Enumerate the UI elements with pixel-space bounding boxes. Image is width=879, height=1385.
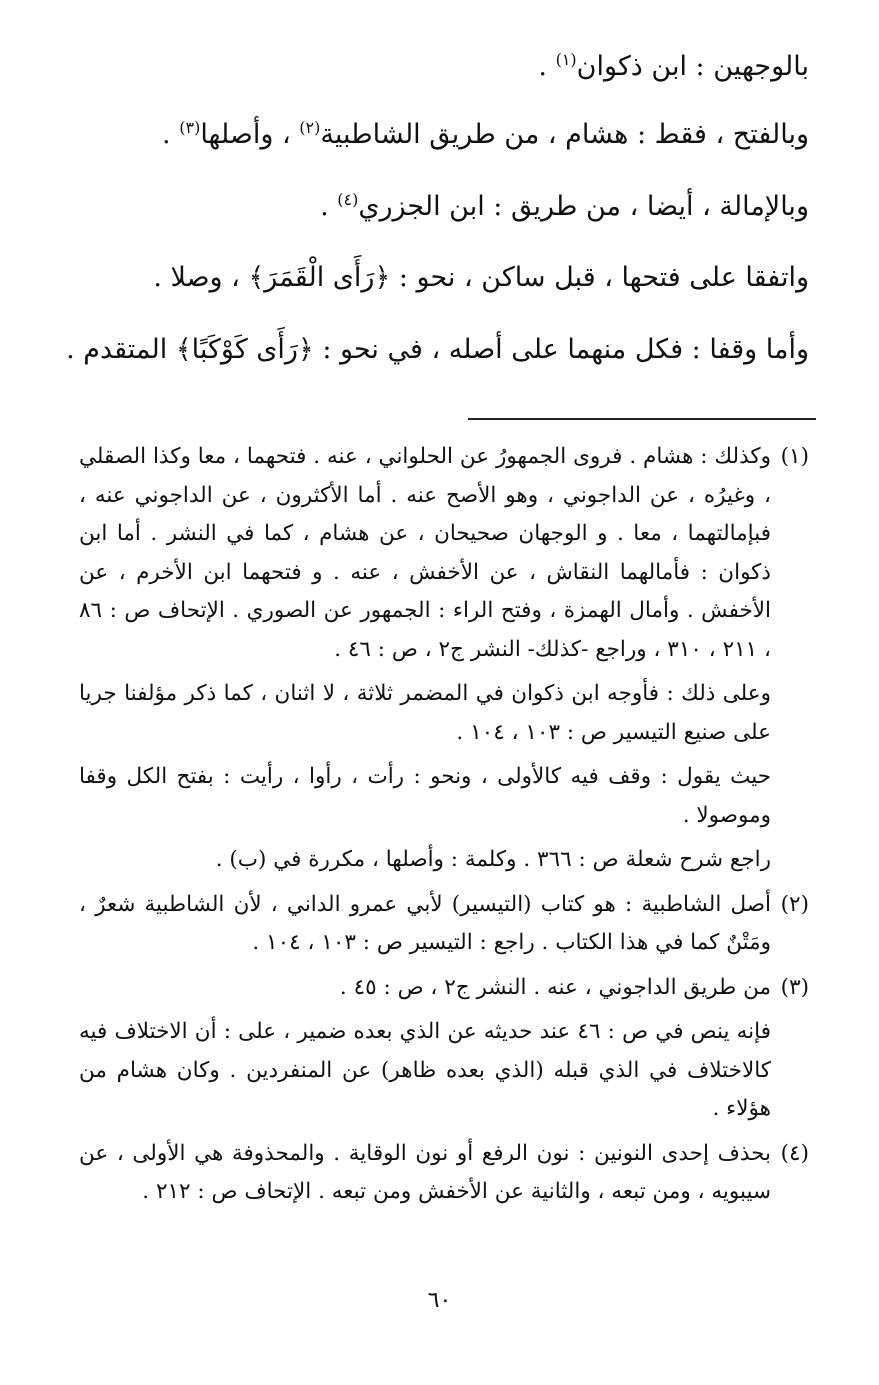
footnote-1-continuation: [79, 841, 809, 880]
footnote-divider: [468, 418, 816, 420]
footnote-text: وكذلك : هشام . فروى الجمهورُ عن الحلواني ، عنه . فتحهما ، معا وكذا الصقلي ، وغيرُه ، عن الداجوني ، وهو الأصح عنه . أما الأكثرون ، عن الداجوني عنه ، فبإمالتهما ، معا . و الوجهان صحيحان ، عن هشام ، كما في النشر . أما ابن ذكوان : فأمالهما النقاش ، عن الأخفش ، عنه . و فتحهما ابن الأخرم ، عن الأخفش . وأمال الهمزة ، وفتح الراء : الجمهور عن الصوري . الإتحاف ص : ٨٦ ، ٢١١ ، ٣١٠ ، وراجع -كذلك- النشر ج٢ ، ص : ٤٦ .: [79, 444, 771, 662]
footnote-ref: (٤): [337, 190, 359, 209]
line-tail: ، وأصلها: [200, 119, 300, 150]
main-text-line: [66, 334, 809, 366]
footnote-text: راجع شرح شعلة ص : ٣٦٦ . وكلمة : وأصلها ، مكررة في (ب) .: [215, 847, 771, 872]
footnote-text: أصل الشاطبية : هو كتاب (التيسير) لأبي عمرو الداني ، لأن الشاطبية شعرٌ ، ومَتْنٌ كما في هذا الكتاب . راجع : التيسير ص : ١٠٣ ، ١٠٤ .: [79, 891, 771, 955]
footnote-text: من طريق الداجوني ، عنه . النشر ج٢ ، ص : ٤٥ .: [339, 974, 771, 1000]
line-tail: .: [320, 191, 338, 222]
line-tail: .: [538, 51, 556, 82]
footnote-4: [79, 1135, 809, 1212]
footnote-number: (٤): [780, 1140, 809, 1166]
footnote-number: (٢): [780, 891, 809, 917]
line-tail: .: [162, 119, 180, 150]
footnote-1-continuation: [79, 758, 809, 835]
footnote-1-continuation: [79, 675, 809, 752]
line-text: وأما وقفا : فكل منهما على أصله ، في نحو : ﴿رَأَى كَوْكَبًا﴾ المتقدم .: [66, 334, 809, 365]
footnote-3-continuation: [79, 1013, 809, 1129]
footnote-ref: (٢): [299, 118, 321, 137]
line-text: وبالفتح ، فقط : هشام ، من طريق الشاطبية: [320, 119, 809, 150]
footnote-ref: (١): [555, 50, 577, 69]
footnote-2: [79, 886, 809, 963]
footnote-number: (١): [780, 444, 809, 469]
footnotes-section: [79, 438, 809, 1218]
page-number: ٦٠: [427, 1288, 452, 1313]
main-text-line: [69, 50, 809, 83]
footnote-text: وعلى ذلك : فأوجه ابن ذكوان في المضمر ثلاثة ، لا اثنان ، كما ذكر مؤلفنا جريا على صنيع التيسير ص : ١٠٣ ، ١٠٤ .: [79, 681, 771, 745]
footnote-ref: (٣): [179, 118, 201, 137]
line-text: وبالإمالة ، أيضا ، من طريق : ابن الجزري: [358, 191, 809, 222]
line-text: واتفقا على فتحها ، قبل ساكن ، نحو : ﴿رَأَى الْقَمَرَ﴾ ، وصلا .: [153, 262, 809, 293]
footnote-text: فإنه ينص في ص : ٤٦ عند حديثه عن الذي بعده ضمير ، على : أن الاختلاف فيه كالاختلاف في الذي قبله (الذي بعده ظاهر) عن المنفردين . وكان هشام من هؤلاء .: [79, 1019, 771, 1121]
main-text-line: [69, 262, 809, 294]
footnote-text: بحذف إحدى النونين : نون الرفع أو نون الوقاية . والمحذوفة هي الأولى ، عن سيبويه ، ومن تبعه ، والثانية عن الأخفش ومن تبعه . الإتحاف ص : ٢١٢ .: [79, 1140, 771, 1204]
footnote-text: حيث يقول : وقف فيه كالأولى ، ونحو : رأت ، رأوا ، رأيت : بفتح الكل وقفا وموصولا .: [79, 764, 771, 828]
footnote-1: [79, 438, 809, 669]
line-text: بالوجهين : ابن ذكوان: [576, 51, 809, 82]
main-text-line: [69, 118, 809, 151]
main-text-line: [69, 190, 809, 223]
footnote-3: [79, 969, 809, 1008]
footnote-number: (٣): [780, 974, 809, 1000]
